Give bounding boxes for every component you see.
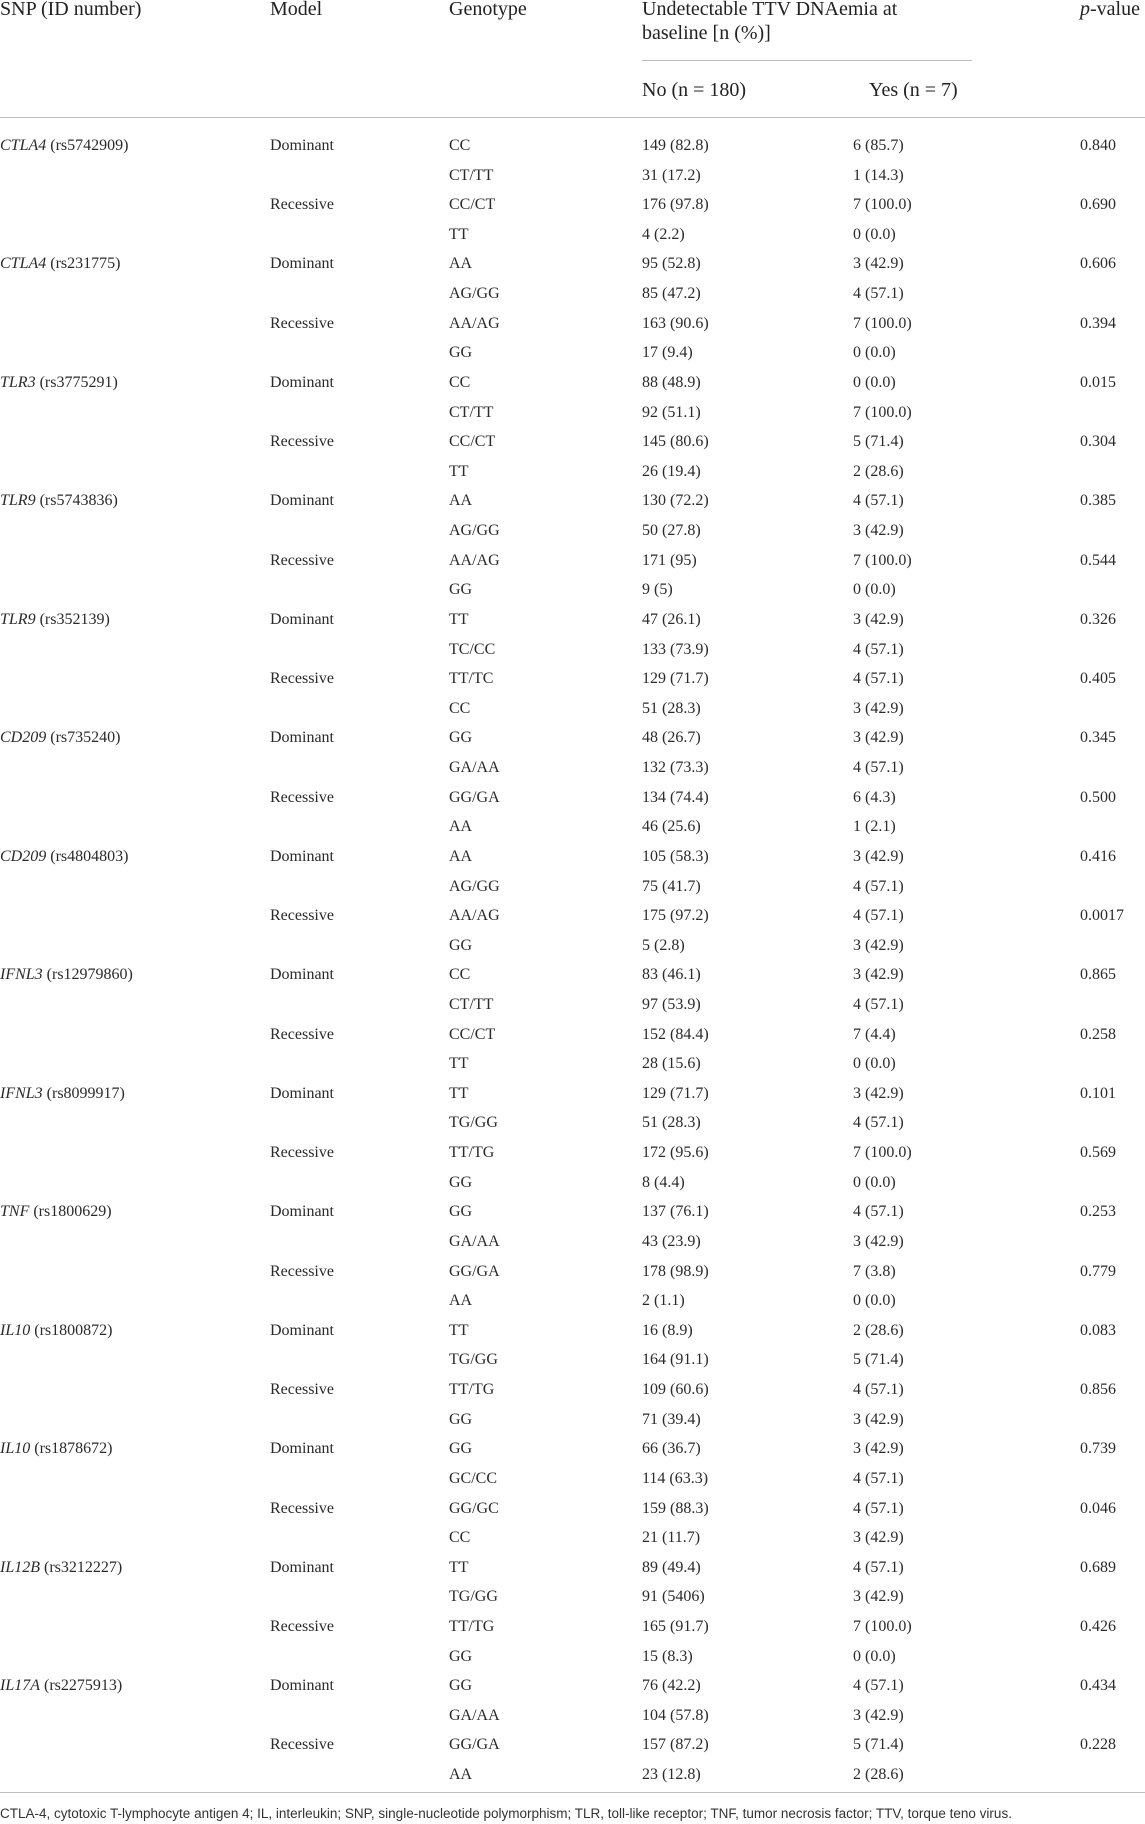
no-count-cell: 47 (26.1) (642, 610, 701, 628)
p-value-cell: 0.606 (1080, 255, 1116, 273)
genotype-cell: GG (449, 344, 473, 362)
yes-count-cell: 4 (57.1) (853, 877, 904, 895)
yes-count-cell: 7 (100.0) (853, 403, 912, 421)
yes-count-cell: 0 (0.0) (853, 225, 896, 243)
p-value-cell: 0.015 (1080, 373, 1116, 391)
gene-name: TLR9 (0, 610, 36, 628)
no-count-cell: 51 (28.3) (642, 699, 701, 717)
yes-count-cell: 0 (0.0) (853, 1647, 896, 1665)
yes-count-cell: 7 (100.0) (853, 551, 912, 569)
model-cell: Recessive (270, 1736, 334, 1754)
header-subdivider (642, 60, 972, 61)
no-count-cell: 23 (12.8) (642, 1766, 701, 1784)
snp-id: (rs5742909) (50, 137, 129, 154)
no-count-cell: 91 (5406) (642, 1588, 705, 1606)
p-value-cell: 0.0017 (1080, 907, 1124, 925)
gene-name: CD209 (0, 847, 47, 865)
genotype-cell: GG (449, 1410, 473, 1428)
genotype-cell: CC/CT (449, 433, 496, 451)
genotype-cell: CT/TT (449, 403, 494, 421)
yes-count-cell: 6 (85.7) (853, 137, 904, 154)
yes-count-cell: 3 (42.9) (853, 610, 904, 628)
snp-cell (0, 254, 120, 274)
model-cell: Dominant (270, 1321, 334, 1339)
no-count-cell: 152 (84.4) (642, 1025, 709, 1043)
yes-count-cell: 4 (57.1) (853, 285, 904, 303)
snp-id: (rs8099917) (46, 1084, 125, 1102)
snp-cell (0, 373, 118, 393)
p-value-cell: 0.253 (1080, 1203, 1116, 1221)
model-cell: Dominant (270, 1440, 334, 1458)
yes-count-cell: 6 (4.3) (853, 788, 896, 806)
snp-id: (rs1800629) (33, 1203, 112, 1221)
header-undetectable-line1: Undetectable TTV DNAemia at (642, 0, 898, 20)
header-snp: SNP (ID number) (0, 0, 142, 20)
no-count-cell: 178 (98.9) (642, 1262, 709, 1280)
snp-id: (rs231775) (50, 255, 121, 273)
snp-id: (rs735240) (50, 729, 121, 747)
no-count-cell: 66 (36.7) (642, 1440, 701, 1458)
yes-count-cell: 2 (28.6) (853, 1321, 904, 1339)
p-value-cell: 0.840 (1080, 137, 1116, 154)
model-cell: Dominant (270, 255, 334, 273)
yes-count-cell: 3 (42.9) (853, 1529, 904, 1547)
no-count-cell: 4 (2.2) (642, 225, 685, 243)
yes-count-cell: 4 (57.1) (853, 670, 904, 688)
snp-cell (0, 610, 110, 630)
p-value-cell: 0.544 (1080, 551, 1116, 569)
no-count-cell: 129 (71.7) (642, 670, 709, 688)
genotype-cell: GG (449, 729, 473, 747)
yes-count-cell: 3 (42.9) (853, 1410, 904, 1428)
yes-count-cell: 3 (42.9) (853, 729, 904, 747)
model-cell: Dominant (270, 137, 334, 154)
genotype-cell: CC/CT (449, 196, 496, 214)
genotype-cell: AG/GG (449, 285, 500, 303)
model-cell: Recessive (270, 670, 334, 688)
no-count-cell: 130 (72.2) (642, 492, 709, 510)
yes-count-cell: 0 (0.0) (853, 344, 896, 362)
snp-cell (0, 1439, 112, 1459)
yes-count-cell: 0 (0.0) (853, 1055, 896, 1073)
genotype-cell: TT/TG (449, 1144, 495, 1162)
gene-name: CD209 (0, 729, 47, 747)
snp-id: (rs12979860) (46, 966, 133, 984)
snp-cell (0, 1558, 122, 1578)
genotype-cell: AA (449, 255, 473, 273)
p-value-cell: 0.569 (1080, 1144, 1116, 1162)
p-value-cell: 0.101 (1080, 1084, 1116, 1102)
gene-name: TNF (0, 1203, 30, 1221)
genotype-cell: TT (449, 1321, 469, 1339)
genotype-cell: GG (449, 1647, 473, 1665)
yes-count-cell: 7 (100.0) (853, 1618, 912, 1635)
genotype-cell: TG/GG (449, 1588, 498, 1606)
genotype-cell: TT (449, 1055, 469, 1073)
no-count-cell: 176 (97.8) (642, 196, 709, 214)
yes-count-cell: 3 (42.9) (853, 847, 904, 865)
genotype-cell: TT/TC (449, 670, 494, 688)
genotype-cell: GA/AA (449, 759, 500, 777)
yes-count-cell: 4 (57.1) (853, 907, 904, 925)
genotype-cell: TG/GG (449, 1351, 498, 1369)
yes-count-cell: 3 (42.9) (853, 255, 904, 273)
snp-id: (rs1878672) (34, 1440, 113, 1458)
genotype-cell: GC/CC (449, 1469, 498, 1487)
yes-count-cell: 0 (0.0) (853, 1292, 896, 1310)
yes-count-cell: 3 (42.9) (853, 1706, 904, 1724)
model-cell: Recessive (270, 788, 334, 806)
model-cell: Dominant (270, 492, 334, 510)
no-count-cell: 134 (74.4) (642, 788, 709, 806)
no-count-cell: 5 (2.8) (642, 936, 685, 954)
p-value-cell: 0.500 (1080, 788, 1116, 806)
no-count-cell: 2 (1.1) (642, 1292, 685, 1310)
no-count-cell: 51 (28.3) (642, 1114, 701, 1132)
yes-count-cell: 3 (42.9) (853, 1084, 904, 1102)
snp-cell (0, 728, 120, 748)
model-cell: Dominant (270, 610, 334, 628)
genotype-cell: TC/CC (449, 640, 496, 658)
no-count-cell: 133 (73.9) (642, 640, 709, 658)
p-value-cell: 0.345 (1080, 729, 1116, 747)
p-value-cell: 0.258 (1080, 1025, 1116, 1043)
model-cell: Recessive (270, 1144, 334, 1162)
model-cell: Dominant (270, 1203, 334, 1221)
yes-count-cell: 7 (100.0) (853, 1144, 912, 1162)
model-cell: Recessive (270, 551, 334, 569)
genotype-cell: AA (449, 492, 473, 510)
yes-count-cell: 0 (0.0) (853, 373, 896, 391)
yes-count-cell: 3 (42.9) (853, 1232, 904, 1250)
genotype-cell: AA/AG (449, 551, 500, 569)
no-count-cell: 21 (11.7) (642, 1529, 701, 1547)
p-value-cell: 0.779 (1080, 1262, 1116, 1280)
model-cell: Recessive (270, 1499, 334, 1517)
p-value-cell: 0.326 (1080, 610, 1116, 628)
p-value-cell: 0.739 (1080, 1440, 1116, 1458)
model-cell: Recessive (270, 433, 334, 451)
yes-count-cell: 3 (42.9) (853, 1588, 904, 1606)
table-footnote: CTLA-4, cytotoxic T-lymphocyte antigen 4; IL, interleukin; SNP, single-nucleotide polymorphism; TLR, toll-like receptor; TNF, tumor necrosis factor; TTV, torque teno virus. (0, 1806, 1012, 1821)
genotype-cell: GA/AA (449, 1706, 500, 1724)
genotype-cell: CT/TT (449, 995, 494, 1013)
gene-name: TLR3 (0, 373, 36, 391)
genotype-cell: CC/CT (449, 1025, 496, 1043)
no-count-cell: 95 (52.8) (642, 255, 701, 273)
gene-name: IFNL3 (0, 966, 43, 984)
no-count-cell: 50 (27.8) (642, 522, 701, 540)
snp-id: (rs5743836) (39, 492, 118, 510)
yes-count-cell: 5 (71.4) (853, 1736, 904, 1754)
no-count-cell: 88 (48.9) (642, 373, 701, 391)
yes-count-cell: 1 (2.1) (853, 818, 896, 836)
header-no: No (n = 180) (642, 79, 747, 101)
snp-id: (rs3775291) (39, 373, 118, 391)
header-genotype: Genotype (449, 0, 527, 20)
genotype-cell: CT/TT (449, 166, 494, 184)
genotype-cell: GG/GA (449, 1736, 500, 1754)
genotype-cell: AA (449, 1766, 473, 1784)
no-count-cell: 89 (49.4) (642, 1558, 701, 1576)
p-value-cell: 0.689 (1080, 1558, 1116, 1576)
genotype-cell: AA (449, 847, 473, 865)
genotype-cell: GG/GA (449, 1262, 500, 1280)
genotype-cell: TT (449, 1084, 469, 1102)
header-undetectable-line2: baseline [n (%)] (642, 22, 771, 44)
snp-cell (0, 1676, 122, 1696)
no-count-cell: 31 (17.2) (642, 166, 701, 184)
yes-count-cell: 4 (57.1) (853, 1381, 904, 1399)
no-count-cell: 157 (87.2) (642, 1736, 709, 1754)
genotype-cell: GG (449, 936, 473, 954)
snp-cell (0, 1202, 112, 1222)
genotype-cell: CC (449, 966, 471, 984)
no-count-cell: 149 (82.8) (642, 137, 709, 154)
genotype-cell: GG/GA (449, 788, 500, 806)
no-count-cell: 97 (53.9) (642, 995, 701, 1013)
no-count-cell: 159 (88.3) (642, 1499, 709, 1517)
genotype-cell: CC (449, 1529, 471, 1547)
no-count-cell: 114 (63.3) (642, 1469, 709, 1487)
header-p-value (1080, 0, 1140, 22)
no-count-cell: 171 (95) (642, 551, 697, 569)
snp-cell (0, 965, 133, 985)
no-count-cell: 83 (46.1) (642, 966, 701, 984)
genotype-cell: AA/AG (449, 907, 500, 925)
no-count-cell: 109 (60.6) (642, 1381, 709, 1399)
yes-count-cell: 2 (28.6) (853, 462, 904, 480)
no-count-cell: 137 (76.1) (642, 1203, 709, 1221)
no-count-cell: 75 (41.7) (642, 877, 701, 895)
genotype-cell: TT (449, 225, 469, 243)
no-count-cell: 175 (97.2) (642, 907, 709, 925)
p-value-cell: 0.856 (1080, 1381, 1116, 1399)
yes-count-cell: 3 (42.9) (853, 936, 904, 954)
yes-count-cell: 5 (71.4) (853, 433, 904, 451)
no-count-cell: 15 (8.3) (642, 1647, 693, 1665)
model-cell: Dominant (270, 966, 334, 984)
p-value-cell: 0.046 (1080, 1499, 1116, 1517)
no-count-cell: 48 (26.7) (642, 729, 701, 747)
no-count-cell: 172 (95.6) (642, 1144, 709, 1162)
model-cell: Recessive (270, 196, 334, 214)
model-cell: Recessive (270, 1025, 334, 1043)
genotype-cell: CC (449, 137, 471, 154)
yes-count-cell: 7 (4.4) (853, 1025, 896, 1043)
yes-count-cell: 4 (57.1) (853, 1558, 904, 1576)
no-count-cell: 145 (80.6) (642, 433, 709, 451)
genotype-cell: GG (449, 581, 473, 599)
yes-count-cell: 3 (42.9) (853, 1440, 904, 1458)
genotype-cell: TT/TG (449, 1618, 495, 1635)
genotype-cell: AA (449, 1292, 473, 1310)
model-cell: Dominant (270, 1558, 334, 1576)
snp-cell (0, 1084, 125, 1104)
yes-count-cell: 7 (100.0) (853, 314, 912, 332)
model-cell: Recessive (270, 1618, 334, 1635)
yes-count-cell: 1 (14.3) (853, 166, 904, 184)
yes-count-cell: 0 (0.0) (853, 1173, 896, 1191)
p-value-cell: 0.416 (1080, 847, 1116, 865)
model-cell: Dominant (270, 847, 334, 865)
gene-name: IL10 (0, 1440, 31, 1458)
p-value-cell: 0.304 (1080, 433, 1116, 451)
model-cell: Dominant (270, 373, 334, 391)
gene-name: CTLA4 (0, 255, 47, 273)
yes-count-cell: 0 (0.0) (853, 581, 896, 599)
gene-name: TLR9 (0, 492, 36, 510)
yes-count-cell: 7 (100.0) (853, 196, 912, 214)
p-value-cell: 0.228 (1080, 1736, 1116, 1754)
no-count-cell: 17 (9.4) (642, 344, 693, 362)
genotype-cell: AG/GG (449, 877, 500, 895)
no-count-cell: 163 (90.6) (642, 314, 709, 332)
p-value-cell: 0.426 (1080, 1618, 1116, 1635)
yes-count-cell: 2 (28.6) (853, 1766, 904, 1784)
header-yes: Yes (n = 7) (869, 79, 958, 101)
model-cell: Recessive (270, 1262, 334, 1280)
yes-count-cell: 4 (57.1) (853, 1203, 904, 1221)
gene-name: CTLA4 (0, 137, 47, 154)
no-count-cell: 105 (58.3) (642, 847, 709, 865)
genotype-cell: GA/AA (449, 1232, 500, 1250)
p-value-cell: 0.385 (1080, 492, 1116, 510)
snp-cell (0, 491, 118, 511)
genotype-cell: GG (449, 1677, 473, 1695)
no-count-cell: 132 (73.3) (642, 759, 709, 777)
model-cell: Dominant (270, 1084, 334, 1102)
no-count-cell: 76 (42.2) (642, 1677, 701, 1695)
header-bottom-rule (0, 117, 1145, 118)
p-value-cell: 0.434 (1080, 1677, 1116, 1695)
model-cell: Recessive (270, 1381, 334, 1399)
genotype-cell: TT (449, 462, 469, 480)
no-count-cell: 26 (19.4) (642, 462, 701, 480)
no-count-cell: 71 (39.4) (642, 1410, 701, 1428)
header-p-italic: p (1080, 0, 1090, 20)
genotype-cell: TG/GG (449, 1114, 498, 1132)
yes-count-cell: 3 (42.9) (853, 699, 904, 717)
genotype-cell: CC (449, 373, 471, 391)
header-p-rest: -value (1090, 0, 1140, 20)
no-count-cell: 16 (8.9) (642, 1321, 693, 1339)
snp-cell (0, 847, 128, 867)
yes-count-cell: 4 (57.1) (853, 1499, 904, 1517)
genotype-cell: GG (449, 1173, 473, 1191)
yes-count-cell: 5 (71.4) (853, 1351, 904, 1369)
no-count-cell: 165 (91.7) (642, 1618, 709, 1635)
genotype-cell: AA/AG (449, 314, 500, 332)
snp-id: (rs3212227) (44, 1558, 123, 1576)
p-value-cell: 0.865 (1080, 966, 1116, 984)
yes-count-cell: 4 (57.1) (853, 1469, 904, 1487)
yes-count-cell: 4 (57.1) (853, 1114, 904, 1132)
yes-count-cell: 4 (57.1) (853, 640, 904, 658)
yes-count-cell: 3 (42.9) (853, 966, 904, 984)
gene-name: IL12B (0, 1558, 40, 1576)
snp-id: (rs1800872) (34, 1321, 113, 1339)
p-value-cell: 0.690 (1080, 196, 1116, 214)
yes-count-cell: 4 (57.1) (853, 1677, 904, 1695)
yes-count-cell: 3 (42.9) (853, 522, 904, 540)
snp-cell (0, 1321, 112, 1341)
yes-count-cell: 4 (57.1) (853, 995, 904, 1013)
model-cell: Dominant (270, 729, 334, 747)
no-count-cell: 129 (71.7) (642, 1084, 709, 1102)
genotype-cell: TT (449, 1558, 469, 1576)
yes-count-cell: 4 (57.1) (853, 492, 904, 510)
no-count-cell: 9 (5) (642, 581, 673, 599)
model-cell: Recessive (270, 907, 334, 925)
snp-id: (rs352139) (39, 610, 110, 628)
genotype-cell: GG (449, 1203, 473, 1221)
p-value-cell: 0.405 (1080, 670, 1116, 688)
model-cell: Recessive (270, 314, 334, 332)
yes-count-cell: 7 (3.8) (853, 1262, 896, 1280)
genotype-cell: AG/GG (449, 522, 500, 540)
genotype-cell: CC (449, 699, 471, 717)
no-count-cell: 104 (57.8) (642, 1706, 709, 1724)
genotype-cell: TT (449, 610, 469, 628)
snp-cell (0, 136, 128, 156)
gene-name: IFNL3 (0, 1084, 43, 1102)
no-count-cell: 164 (91.1) (642, 1351, 709, 1369)
genotype-cell: GG (449, 1440, 473, 1458)
no-count-cell: 43 (23.9) (642, 1232, 701, 1250)
table-bottom-rule (0, 1792, 1145, 1793)
header-model: Model (270, 0, 323, 20)
genotype-cell: AA (449, 818, 473, 836)
snp-id: (rs2275913) (44, 1677, 123, 1695)
no-count-cell: 46 (25.6) (642, 818, 701, 836)
p-value-cell: 0.394 (1080, 314, 1116, 332)
model-cell: Dominant (270, 1677, 334, 1695)
snp-id: (rs4804803) (50, 847, 129, 865)
genotype-cell: GG/GC (449, 1499, 499, 1517)
yes-count-cell: 4 (57.1) (853, 759, 904, 777)
no-count-cell: 85 (47.2) (642, 285, 701, 303)
no-count-cell: 92 (51.1) (642, 403, 701, 421)
p-value-cell: 0.083 (1080, 1321, 1116, 1339)
gene-name: IL17A (0, 1677, 40, 1695)
genotype-cell: TT/TG (449, 1381, 495, 1399)
gene-name: IL10 (0, 1321, 31, 1339)
no-count-cell: 8 (4.4) (642, 1173, 685, 1191)
no-count-cell: 28 (15.6) (642, 1055, 701, 1073)
